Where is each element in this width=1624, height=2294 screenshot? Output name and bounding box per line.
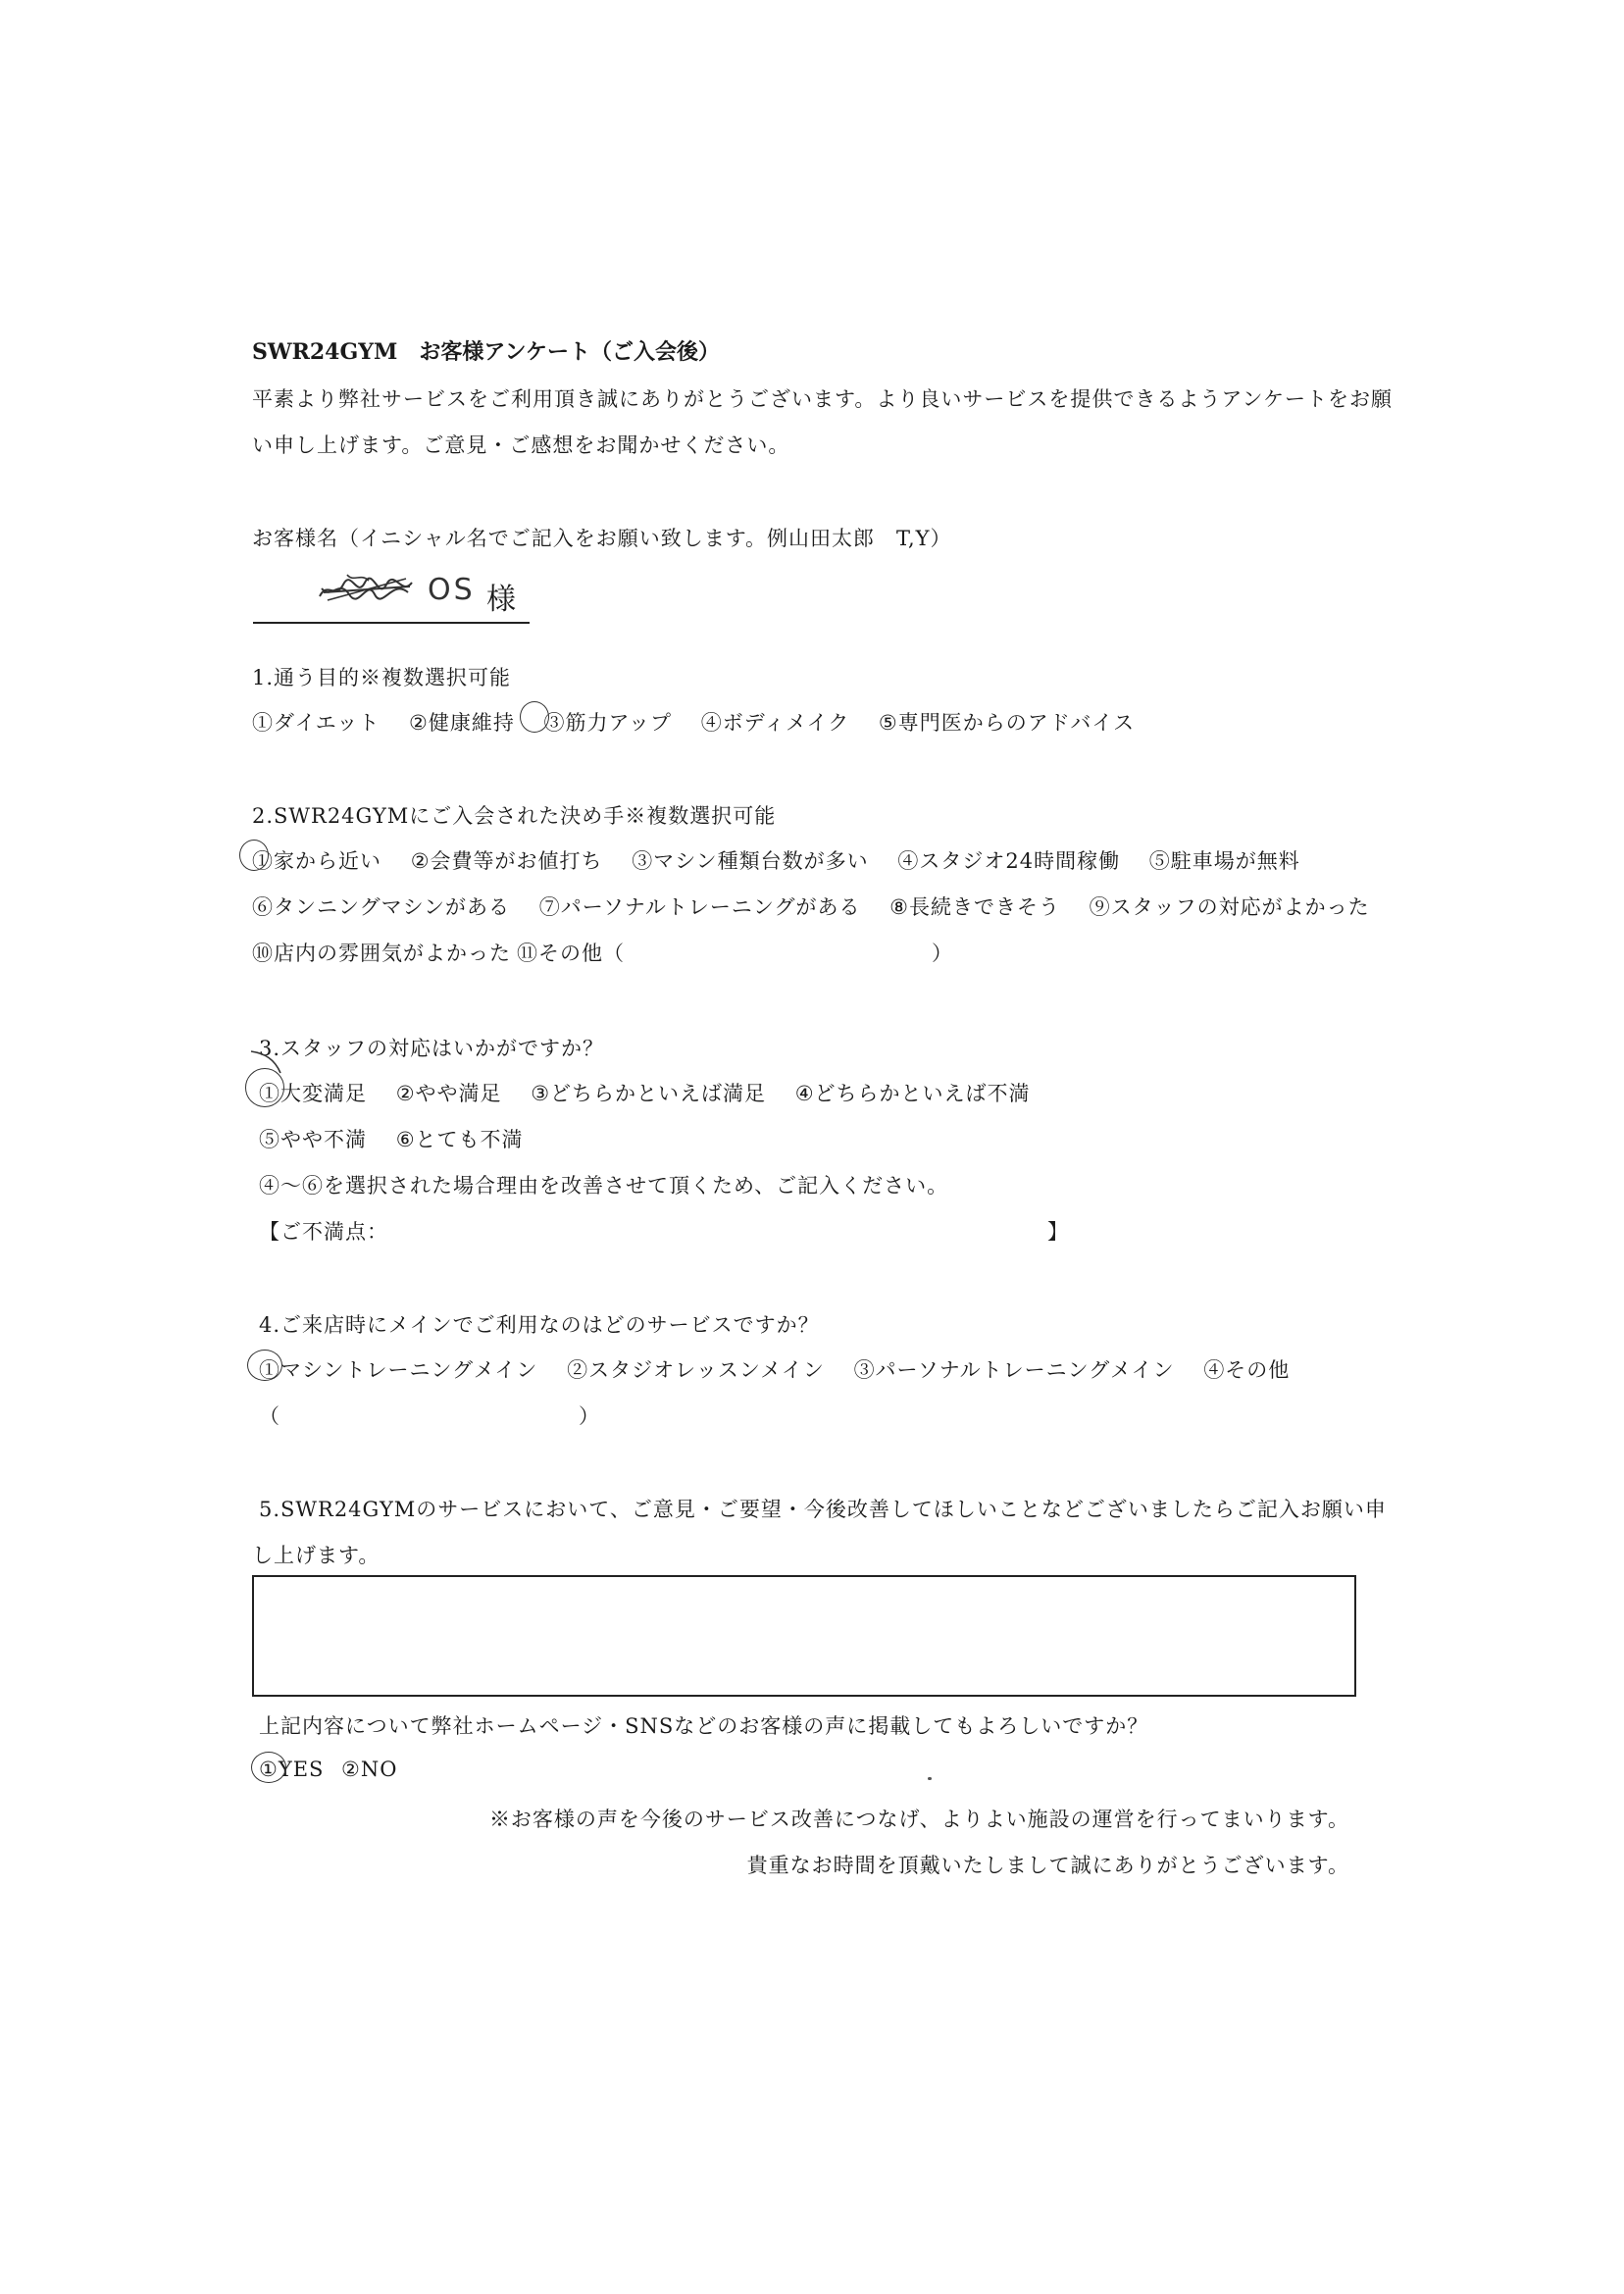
honorific-sama: 様 [486,583,516,617]
q2-options-row-1 [252,845,1322,875]
q1-option-3[interactable]: ③筋力アップ [543,711,673,735]
q4-option-4[interactable]: ④その他 [1203,1358,1291,1382]
q2-option-4[interactable]: ④スタジオ24時間稼働 [897,849,1121,873]
q3-question: 3.スタッフの対応はいかがですか？ [259,1037,605,1060]
q2-option-2[interactable]: ②会費等がお値打ち [410,849,603,873]
consent-yes[interactable]: ①YES [259,1758,325,1781]
q4-option-3[interactable]: ③パーソナルトレーニングメイン [853,1358,1175,1382]
closing-line-2: 貴重なお時間を頂戴いたしまして誠にありがとうございます。 [746,1854,1349,1877]
q1-option-5[interactable]: ⑤専門医からのアドバイス [878,711,1136,735]
q3-option-3[interactable]: ③どちらかといえば満足 [531,1082,767,1105]
q2-option-6[interactable]: ⑥タンニングマシンがある [252,895,511,919]
q2-option-10[interactable]: ⑩店内の雰囲気がよかった [252,942,511,965]
q2-question: 2.SWR24GYMにご入会された決め手※複数選択可能 [252,804,777,828]
q3-options-row-2 [259,1124,545,1153]
q1-option-1[interactable]: ①ダイエット [252,711,381,735]
q2-option-9[interactable]: ⑨スタッフの対応がよかった [1089,895,1370,919]
q3-option-2[interactable]: ②やや満足 [395,1082,502,1105]
q2-option-1[interactable]: ①家から近い [252,849,381,873]
q3-option-5[interactable]: ⑤やや不満 [259,1128,367,1151]
q2-other-close-paren: ） [932,942,953,965]
consent-no[interactable]: ②NO [341,1758,398,1781]
q5-question-line-2: し上げます。 [252,1544,381,1567]
q3-option-4[interactable]: ④どちらかといえば不満 [794,1082,1031,1105]
crossed-out-scribble [318,571,416,608]
form-title: SWR24GYM お客様アンケート（ご入会後） [252,339,721,365]
q4-other-open-paren: （ [259,1404,280,1428]
intro-line-2: い申し上げます。ご意見・ご感想をお聞かせください。 [252,433,790,457]
q4-options [259,1354,1311,1384]
q4-other-close-paren: ） [579,1404,600,1428]
q1-option-2[interactable]: ②健康維持 [409,711,515,735]
q4-option-1[interactable]: ①マシントレーニングメイン [259,1358,538,1382]
pen-dot-mark [928,1777,932,1780]
q1-question: 1.通う目的※複数選択可能 [252,666,512,689]
q2-options-row-2 [252,892,1392,921]
q2-option-7[interactable]: ⑦パーソナルトレーニングがある [538,895,861,919]
q3-note: ④～⑥を選択された場合理由を改善させて頂くため、ご記入ください。 [259,1174,949,1198]
q2-option-11[interactable]: ⑪その他（ [517,942,625,965]
q1-option-4[interactable]: ④ボディメイク [700,711,850,735]
q3-options-row-1 [259,1078,1052,1107]
q3-complaint-label: 【ご不満点： [259,1220,388,1244]
q5-answer-box[interactable] [252,1575,1356,1697]
name-label: お客様名（イニシャル名でご記入をお願い致します。例山田太郎 T,Y） [252,527,952,550]
intro-line-1: 平素より弊社サービスをご利用頂き誠にありがとうございます。より良いサービスを提供できるようアンケートをお願 [252,387,1394,411]
q2-option-3[interactable]: ③マシン種類台数が多い [632,849,869,873]
q2-option-8[interactable]: ⑧長続きできそう [889,895,1060,919]
q3-option-1[interactable]: ①大変満足 [259,1082,367,1105]
q4-option-2[interactable]: ②スタジオレッスンメイン [567,1358,825,1382]
q2-option-5[interactable]: ⑤駐車場が無料 [1148,849,1300,873]
closing-line-1: ※お客様の声を今後のサービス改善につなげ、よりよい施設の運営を行ってまいります。 [488,1808,1349,1831]
q3-option-6[interactable]: ⑥とても不満 [395,1128,524,1151]
q3-complaint-input[interactable] [392,1216,1040,1244]
q5-question-line-1: 5.SWR24GYMのサービスにおいて、ご意見・ご要望・今後改善してほしいことなどございましたらご記入お願い申 [259,1498,1387,1521]
name-field[interactable] [253,567,530,624]
handwritten-initials: OS [428,573,476,607]
q3-complaint-close: 】 [1047,1220,1069,1244]
pen-stroke-mark [247,1047,286,1077]
q1-options [252,707,1156,737]
q4-other-input[interactable] [290,1401,575,1428]
consent-question: 上記内容について弊社ホームページ・SNSなどのお客様の声に掲載してもよろしいですか？ [259,1714,1149,1738]
q4-question: 4.ご来店時にメインでご利用なのはどのサービスですか？ [259,1313,820,1337]
